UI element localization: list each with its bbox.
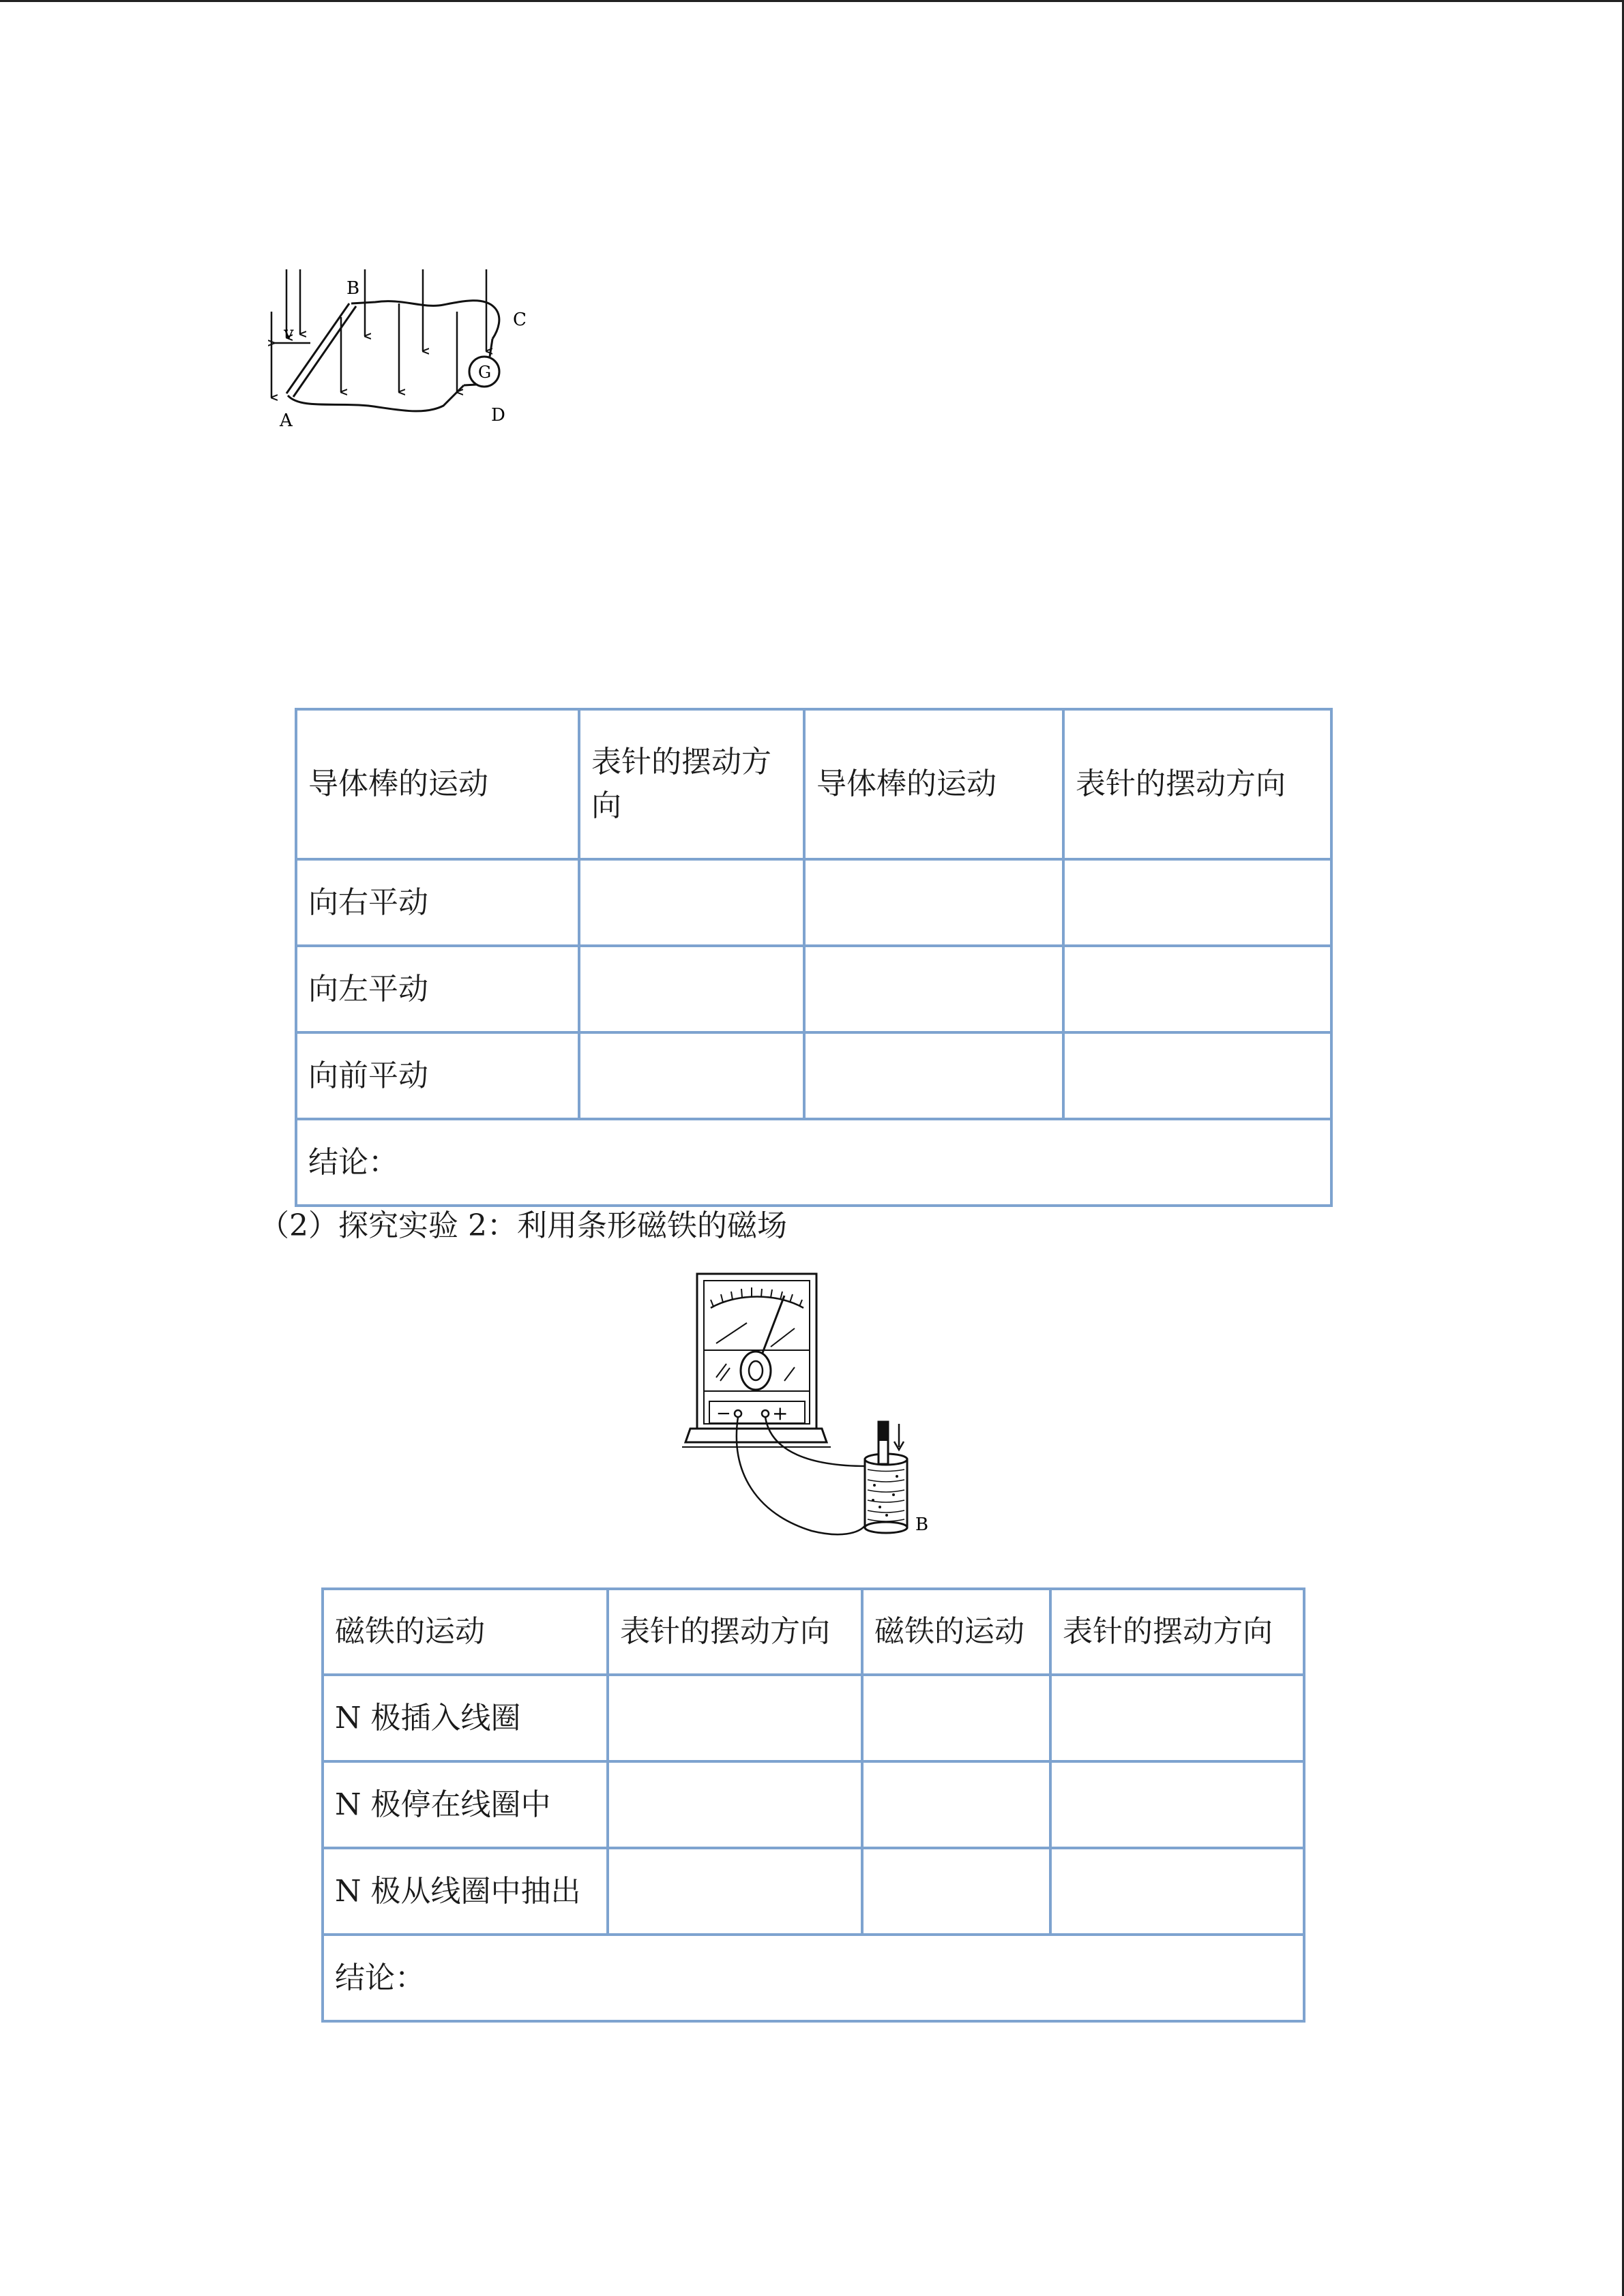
table-cell [608,1675,862,1761]
table-cell: 向左平动 [296,946,579,1032]
table-cell: N 极插入线圈 [323,1675,608,1761]
label-v: v [284,323,294,344]
table-row [323,1761,1304,1848]
meter-pivot [741,1352,771,1390]
table-cell [862,1848,1050,1935]
table-cell: 向前平动 [296,1032,579,1119]
table-row [323,1848,1304,1935]
table-conclusion-row [296,1119,1331,1206]
table-cell [804,859,1063,946]
table-cell [579,946,804,1032]
table-row [296,946,1331,1032]
table-cell [804,1032,1063,1119]
table-cell [1063,1032,1331,1119]
conclusion-cell: 结论： [296,1119,1331,1206]
table-cell: 向右平动 [296,859,579,946]
table-header-row [296,709,1331,859]
circuit-wire [288,385,464,411]
table-cell [579,1032,804,1119]
table-cell: N 极从线圈中抽出 [323,1848,608,1935]
conductor-motion-table [295,708,1333,1207]
table-header-cell: 表针的摆动方向 [1063,709,1331,859]
table-cell [608,1848,862,1935]
magnet-motion-table [321,1587,1305,2023]
table-header-cell: 导体棒的运动 [296,709,579,859]
table-header-cell: 磁铁的运动 [862,1589,1050,1675]
table-header-cell: 磁铁的运动 [323,1589,608,1675]
table-conclusion-row [323,1935,1304,2021]
terminal-plus-label: + [772,1402,788,1425]
table-header-cell: 表针的摆动方向 [608,1589,862,1675]
galvanometer-coil-figure [675,1268,962,1562]
conductor-rod [286,303,356,397]
coil-label: B [915,1515,929,1535]
circuit-wire-top [351,301,499,339]
coil [865,1459,907,1527]
label-b: B [346,278,360,299]
table-cell [804,946,1063,1032]
table-header-row [323,1589,1304,1675]
label-d: D [491,405,505,426]
table-cell [1063,946,1331,1032]
table-cell [862,1675,1050,1761]
table-header-cell: 表针的摆动方向 [579,709,804,859]
table-cell [1050,1848,1304,1935]
label-g: G [478,363,492,382]
section-heading: （2）探究实验 2：利用条形磁铁的磁场 [259,1208,787,1243]
table-cell [1050,1761,1304,1848]
conclusion-cell: 结论： [323,1935,1304,2021]
label-c: C [513,310,527,330]
terminal-minus-label: − [716,1403,731,1424]
table-header-cell: 导体棒的运动 [804,709,1063,859]
table-row [296,1032,1331,1119]
table-row [296,859,1331,946]
label-a: A [280,411,293,431]
table-cell [1063,859,1331,946]
table-row [323,1675,1304,1761]
table-cell [1050,1675,1304,1761]
page-border-top [0,0,1624,2]
table-header-cell: 表针的摆动方向 [1050,1589,1304,1675]
conductor-rod-circuit-figure [259,263,546,440]
table-cell [579,859,804,946]
table-cell [862,1761,1050,1848]
table-cell: N 极停在线圈中 [323,1761,608,1848]
table-cell [608,1761,862,1848]
